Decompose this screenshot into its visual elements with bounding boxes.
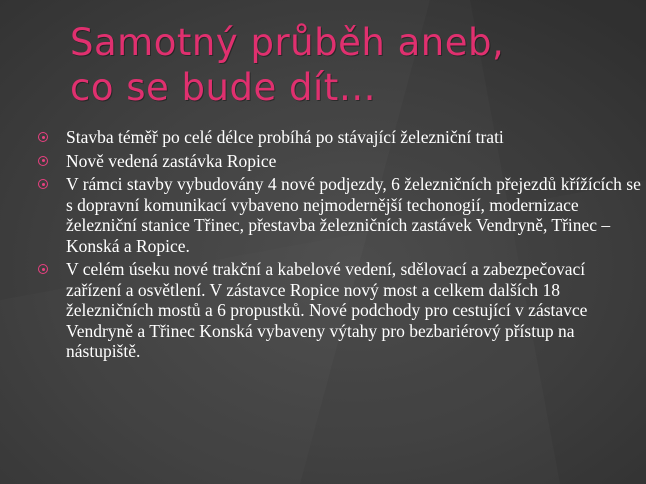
circle-bullet-icon [38, 264, 48, 274]
bullet-text: Nově vedená zastávka Ropice [66, 150, 277, 171]
bullet-text: Stavba téměř po celé délce probíhá po stávající železniční trati [66, 127, 504, 147]
list-item [36, 174, 644, 256]
circle-bullet-icon [38, 132, 48, 142]
list-item [36, 127, 644, 148]
slide-title [70, 20, 630, 110]
bullet-text: V celém úseku nové trakční a kabelové vedení, sdělovací a zabezpečovací zařízení a osvětlení. V zástavce Ropice nový most a celkem dalších 18 železničních mostů a 6 propustků. Nové podchody pro cestující v zástavce Vendryně a Třinec Konská vybaveny výtahy pro bezbariérový přístup na nástupiště. [66, 259, 588, 361]
bullet-list [36, 127, 644, 365]
bullet-text: V rámci stavby vybudovány 4 nové podjezdy, 6 železničních přejezdů křížících se s dopravní komunikací vybaveno nejmodernější techonogií, modernizace železniční stanice Třinec, přestavba železničních zastávek Vendryně, Třinec – Konská a Ropice. [66, 174, 641, 256]
circle-bullet-icon [38, 156, 48, 166]
circle-bullet-icon [38, 179, 48, 189]
slide-title-line-2: co se bude dít… [70, 66, 377, 109]
slide-title-line-1: Samotný průběh aneb, [70, 21, 505, 64]
list-item [36, 151, 644, 172]
list-item [36, 259, 644, 362]
